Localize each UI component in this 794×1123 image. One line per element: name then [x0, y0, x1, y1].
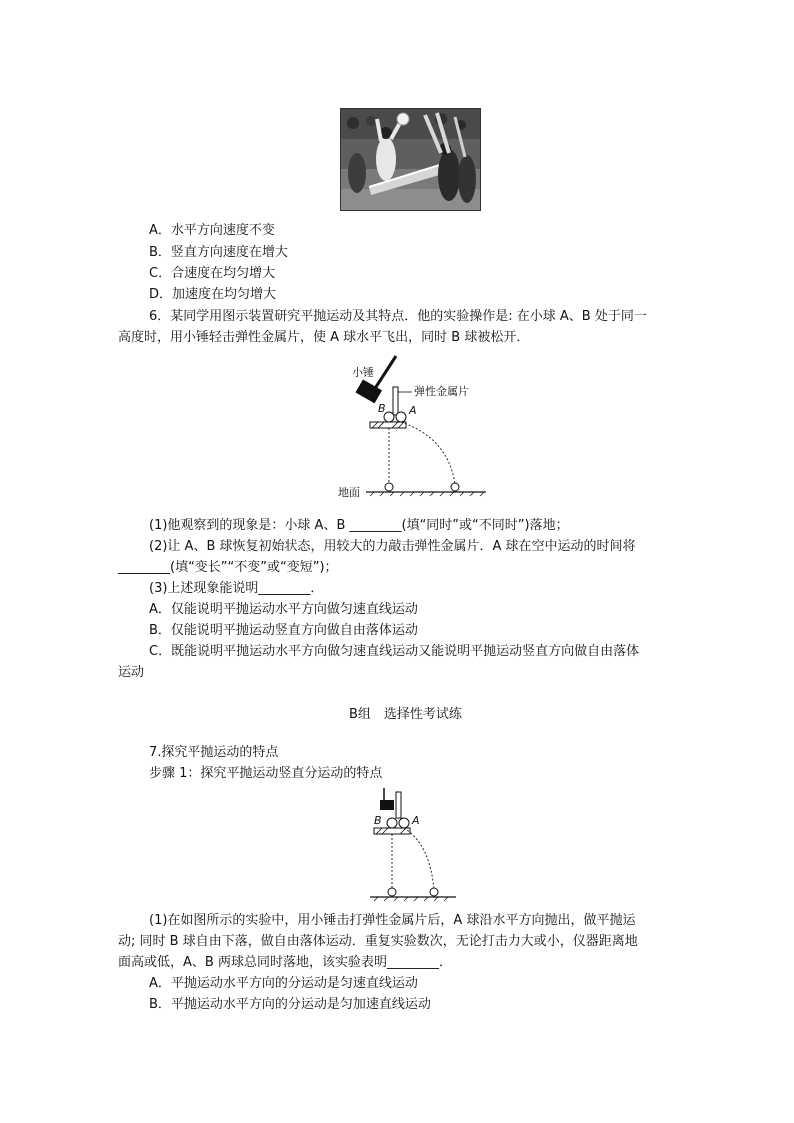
- q7-step1: 步骤 1：探究平抛运动竖直分运动的特点: [149, 766, 383, 781]
- q7-option-b: B．平抛运动水平方向的分运动是匀加速直线运动: [149, 997, 431, 1012]
- volleyball-photo: [340, 108, 481, 211]
- ball-a-label: A: [409, 404, 417, 417]
- volleyball-photo-graphic: [341, 109, 480, 210]
- q5-option-c: C．合速度在均匀增大: [149, 266, 276, 281]
- ball-b: [387, 818, 397, 828]
- q6-apparatus-figure: [330, 354, 490, 499]
- ball-a: [396, 412, 406, 422]
- q7-sub1-line3: 面高或低，A、B 两球总同时落地，该实验表明________．: [118, 955, 452, 970]
- q6-option-a: A．仅能说明平抛运动水平方向做匀速直线运动: [149, 602, 418, 617]
- ball-a-path: [404, 828, 434, 890]
- q6-stem-line1: 6．某同学用图示装置研究平抛运动及其特点．他的实验操作是: 在小球 A、B 处于同一: [149, 309, 647, 324]
- q7-sub1-line2: 动; 同时 B 球自由下落，做自由落体运动．重复实验数次，无论打击力大或小，仪器距离地: [118, 934, 638, 949]
- q7-option-a: A．平抛运动水平方向的分运动是匀速直线运动: [149, 976, 418, 991]
- q5-option-d: D．加速度在均匀增大: [149, 287, 277, 302]
- ball-b-label: B: [378, 402, 386, 415]
- q6-sub3: (3)上述现象能说明________．: [149, 581, 324, 596]
- q6-sub2-line2: ________(填“变长”“不变”或“变短”)；: [118, 560, 338, 575]
- q6-sub2-line1: (2)让 A、B 球恢复初始状态，用较大的力敲击弹性金属片．A 球在空中运动的时间将: [149, 539, 636, 554]
- q7-title: 7.探究平抛运动的特点: [149, 745, 279, 760]
- q7-apparatus-figure: [360, 784, 460, 904]
- ball-a: [399, 818, 409, 828]
- q6-sub1: (1)他观察到的现象是：小球 A、B ________(填“同时”或“不同时”)落地；: [149, 518, 569, 533]
- q6-option-b: B．仅能说明平抛运动竖直方向做自由落体运动: [149, 623, 418, 638]
- hammer-handle: [374, 356, 396, 390]
- q7-sub1-line1: (1)在如图所示的实验中，用小锤击打弹性金属片后，A 球沿水平方向抛出，做平抛运: [149, 913, 636, 928]
- ball-a-label: A: [412, 814, 420, 827]
- q5-option-b: B．竖直方向速度在增大: [149, 245, 288, 260]
- hammer-label: 小锤: [352, 366, 374, 379]
- spring-sheet-label: 弹性金属片: [414, 385, 469, 398]
- spring-sheet: [396, 792, 401, 818]
- ball-b-label: B: [374, 814, 382, 827]
- spring-sheet: [393, 387, 398, 415]
- q6-option-c-tail: 运动: [118, 665, 145, 680]
- ground-label: 地面: [338, 486, 360, 499]
- q6-stem-line2: 高度时，用小锤轻击弹性金属片，使 A 球水平飞出，同时 B 球被松开．: [118, 330, 530, 345]
- hammer-head: [380, 800, 394, 810]
- q5-option-a: A．水平方向速度不变: [149, 223, 275, 238]
- section-b-heading: B组 选择性考试练: [349, 707, 462, 722]
- ball-a-path: [401, 422, 455, 484]
- q6-option-c: C．既能说明平抛运动水平方向做匀速直线运动又能说明平抛运动竖直方向做自由落体: [149, 644, 640, 659]
